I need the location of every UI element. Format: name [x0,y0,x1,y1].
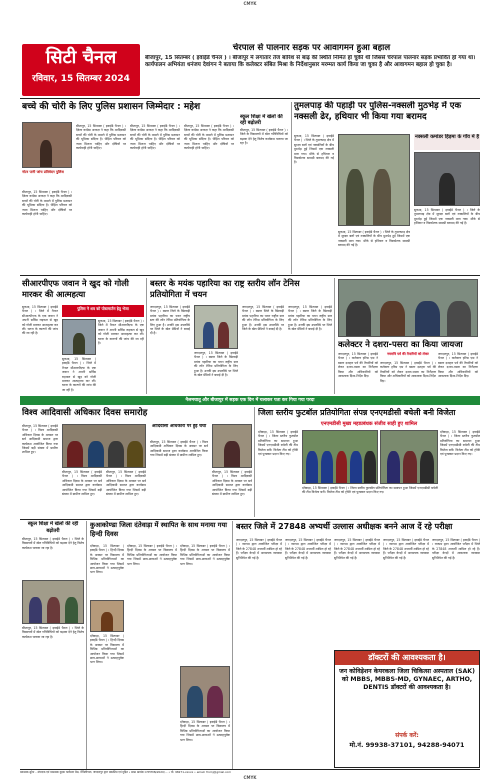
encounter-body-col2: सुकमा, 15 सितम्बर ( इवाईडे चैनल ) । जिले के तुमलपाड़ क्षेत्र में सुरक्षा बलों एवं नक्सलियों के बीच मुठभेड़ हुई जिसमें एक नक्सली मारा गया। मौके से हथियार व विस्फोटक सामग्री बरामद की गई है। [338,230,410,248]
ad-title: डॉक्टरों की आवश्यकता है। [335,651,479,665]
tribal-body-col3: बीजापुर, 15 सितम्बर ( इवाईडे चैनल ) । विश्व आदिवासी अधिकार दिवस के अवसर पर सर्व आदिवासी समाज द्वारा कार्यक्रम आयोजित किया गया जिसमें बड़ी संख्या में ग्रामीण शामिल हुए। [106,470,146,497]
encounter-body-col3: सुकमा, 15 सितम्बर ( इवाईडे चैनल ) । जिले के तुमलपाड़ क्षेत्र में सुरक्षा बलों एवं नक्सलियों के बीच मुठभेड़ हुई जिसमें एक नक्सली मारा गया। मौके से हथियार व विस्फोटक सामग्री बरामद की गई है। [414,208,480,226]
tennis-body-col2: जगदलपुर, 15 सितम्बर ( इवाईडे चैनल ) । बस्तर जिले के खिलाड़ी मयंक पहारिया का चयन राष्ट्रीय स्तर की लॉन टेनिस प्रतियोगिता के लिए हुआ है। उनकी इस उपलब्धि पर जिले के खेल प्रेमियों ने बधाई दी है। [194,351,238,378]
lead-body: बीजापुर, 15 सितम्बर ( इवाईडे चैनल ) । बीजापुर में लगातार तेज बारिश से बाढ़ की स्थिति निर्मित हो चुकी थी जिससे चेरपाल पालनार सड़क प्रभावित हो गया था। कार्यपालन अभियंता धनंजय देवांगन ने बताया कि कलेक्टर संबित मिश्रा के निर्देशानुसार मरम्मत कार्य किया जा चुका है और आवागमन बहाल हो चुका है। [145,55,476,68]
imprint-line: प्रकाशक सुरेश – संपादक एवं प्रकाशक मुद्रक फागेश्वर प्रेस, मैथिलीपारा, जगदलपुर द्वारा प्रकाशित एवं मुद्रित • RNI क्रमांक CHHHIN/2020/... • मो. 98271-xxxxx • email: fromj@gmail.com [20,770,231,774]
football-body-col1: दंतेवाड़ा, 15 सितम्बर ( इवाईडे चैनल ) । जिला स्तरीय फुटबॉल प्रतियोगिता का समापन हुआ जिसमें एनएमडीसी बचेली की टीम विजेता बनी। विजेता टीम को ट्रॉफी एवं पुरस्कार प्रदान किए गए। [258,430,298,457]
bottom-color-mark: CMYK [243,775,257,780]
football-body-col2: दंतेवाड़ा, 15 सितम्बर ( इवाईडे चैनल ) । जिला स्तरीय फुटबॉल प्रतियोगिता का समापन हुआ जिसमें एनएमडीसी बचेली की टीम विजेता बनी। विजेता टीम को ट्रॉफी एवं पुरस्कार प्रदान किए गए। [302,486,438,495]
hindi-diwas-headline: कुआकोण्डा जिला दंतेवाड़ा में स्थापित के साथ मनाया गया हिन्दी दिवस [90,521,227,538]
school-sports-photo [22,580,84,624]
tennis-photo [194,305,238,349]
mid-body: बीजापुर, 15 सितम्बर ( इवाईडे चैनल ) । जिले के विद्यालयों में खेल गतिविधियों को बढ़ावा देने हेतु विशेष कार्यक्रम चलाया जा रहा है। [240,128,288,146]
encounter-body-col1: सुकमा, 15 सितम्बर ( इवाईडे चैनल ) । जिले के तुमलपाड़ क्षेत्र में सुरक्षा बलों एवं नक्सलियों के बीच मुठभेड़ हुई जिसमें एक नक्सली मारा गया। मौके से हथियार व विस्फोटक सामग्री बरामद की गई है। [294,134,334,165]
exam-body-col4: जगदलपुर, 15 सितम्बर ( इवाईडे चैनल ) । व्यापम द्वारा आयोजित परीक्षा में जिले के 27848 अभ्यर्थी शामिल हो रहे हैं। परीक्षा केन्द्रों में आवश्यक व्यवस्था सुनिश्चित की गई है। [383,538,429,560]
doctors-ad [334,650,480,768]
hindi-photo-2 [180,666,230,718]
collector-body-col1: जगदलपुर, 15 सितम्बर ( इवाईडे चैनल ) । कलेक्टर हरिस एस ने बस्तर दशहरा पर्व की तैयारियों को लेकर दशरा-पसरा का निरीक्षण किया और अधिकारियों को आवश्यक दिशा-निर्देश दिए। [338,352,378,379]
ad-contact-label: संपर्क करें: [395,732,419,739]
collector-headline: कलेक्टर ने दशरा-पसरा का किया जायजा [338,339,463,349]
tribal-body-col1: बीजापुर, 15 सितम्बर ( इवाईडे चैनल ) । विश्व आदिवासी अधिकार दिवस के अवसर पर सर्व आदिवासी समाज द्वारा कार्यक्रम आयोजित किया गया जिसमें बड़ी संख्या में ग्रामीण शामिल हुए। [22,424,58,455]
football-body-col3: दंतेवाड़ा, 15 सितम्बर ( इवाईडे चैनल ) । जिला स्तरीय फुटबॉल प्रतियोगिता का समापन हुआ जिसमें एनएमडीसी बचेली की टीम विजेता बनी। विजेता टीम को ट्रॉफी एवं पुरस्कार प्रदान किए गए। [440,430,480,457]
tribal-headline: विश्व आदिवासी अधिकार दिवस समारोह [22,408,148,418]
encounter-photo [338,134,410,226]
police-body-col1: बीजापुर, 15 सितम्बर ( इवाईडे चैनल ) । ज़िला कांग्रेस अध्यक्ष ने कहा कि आदिवासी बच्चों की चोरी के मामले में पुलिस प्रशासन की भूमिका संदिग्ध है। पीड़ित परिवार को न्याय मिलना चाहिए और दोषियों पर कार्यवाही होनी चाहिए। [22,190,72,217]
hindi-body-col5: दंतेवाड़ा, 15 सितम्बर ( इवाईडे चैनल ) । हिन्दी दिवस के अवसर पर विद्यालय में विभिन्न प्रतियोगिताओं का आयोजन किया गया जिसमें छात्र-छात्राओं ने उत्साहपूर्वक भाग लिया। [180,720,230,742]
tennis-body-col1: जगदलपुर, 15 सितम्बर ( इवाईडे चैनल ) । बस्तर जिले के खिलाड़ी मयंक पहारिया का चयन राष्ट्रीय स्तर की लॉन टेनिस प्रतियोगिता के लिए हुआ है। उनकी इस उपलब्धि पर जिले के खेल प्रेमियों ने बधाई दी है। [150,305,190,336]
green-banner: नैलमचातू और बीजापुर में सड़क एक दिन में चलाकर पता कर गिया गया परदा [20,396,480,405]
tribal-side-heading: आदिवासी अधिकारों पर हुई चर्चा [151,424,207,429]
hindi-body-col3: दंतेवाड़ा, 15 सितम्बर ( इवाईडे चैनल ) । हिन्दी दिवस के अवसर पर विद्यालय में विभिन्न प्रतियोगिताओं का आयोजन किया गया जिसमें छात्र-छात्राओं ने उत्साहपूर्वक भाग लिया। [127,544,177,566]
police-body-col2: बीजापुर, 15 सितम्बर ( इवाईडे चैनल ) । ज़िला कांग्रेस अध्यक्ष ने कहा कि आदिवासी बच्चों की चोरी के मामले में पुलिस प्रशासन की भूमिका संदिग्ध है। पीड़ित परिवार को न्याय मिलना चाहिए और दोषियों पर कार्यवाही होनी चाहिए। [76,124,126,151]
school-sports-body: बीजापुर, 15 सितम्बर ( इवाईडे चैनल ) । जिले के विद्यालयों में खेल गतिविधियों को बढ़ावा देने हेतु विशेष कार्यक्रम चलाया जा रहा है। [22,537,84,550]
exam-body-col2: जगदलपुर, 15 सितम्बर ( इवाईडे चैनल ) । व्यापम द्वारा आयोजित परीक्षा में जिले के 27848 अभ्यर्थी शामिल हो रहे हैं। परीक्षा केन्द्रों में आवश्यक व्यवस्था सुनिश्चित की गई है। [285,538,331,560]
lead-subheadline: चेरपाल से पालनार सड़क पर आवागमन हुआ बहाल [232,43,391,53]
crpf-suicide-body-col3: सुकमा, 15 सितम्बर ( इवाईडे चैनल ) । जिले में तैनात सीआरपीएफ के एक जवान ने अपनी सर्विस राइफल से खुद को गोली मारकर आत्महत्या कर ली। घटना के कारणों की जांच की जा रही है। [62,357,96,392]
exam-body-col1: जगदलपुर, 15 सितम्बर ( इवाईडे चैनल ) । व्यापम द्वारा आयोजित परीक्षा में जिले के 27848 अभ्यर्थी शामिल हो रहे हैं। परीक्षा केन्द्रों में आवश्यक व्यवस्था सुनिश्चित की गई है। [236,538,282,560]
masthead-date: रविवार, 15 सितम्बर 2024 [32,74,130,84]
exam-body-col5: जगदलपुर, 15 सितम्बर ( इवाईडे चैनल ) । व्यापम द्वारा आयोजित परीक्षा में जिले के 27848 अभ्यर्थी शामिल हो रहे हैं। परीक्षा केन्द्रों में आवश्यक व्यवस्था सुनिश्चित की गई है। [432,538,480,560]
hindi-body-col1: दंतेवाड़ा, 15 सितम्बर ( इवाईडे चैनल ) । हिन्दी दिवस के अवसर पर विद्यालय में विभिन्न प्रतियोगिताओं का आयोजन किया गया जिसमें छात्र-छात्राओं ने उत्साहपूर्वक भाग लिया। [90,544,124,575]
police-body-col4: बीजापुर, 15 सितम्बर ( इवाईडे चैनल ) । ज़िला कांग्रेस अध्यक्ष ने कहा कि आदिवासी बच्चों की चोरी के मामले में पुलिस प्रशासन की भूमिका संदिग्ध है। पीड़ित परिवार को न्याय मिलना चाहिए और दोषियों पर कार्यवाही होनी चाहिए। [184,124,234,151]
school-sports-body-2: बीजापुर, 15 सितम्बर ( इवाईडे चैनल ) । जिले के विद्यालयों में खेल गतिविधियों को बढ़ावा देने हेतु विशेष कार्यक्रम चलाया जा रहा है। [22,626,84,639]
police-photo [22,122,72,168]
hindi-body-col2: दंतेवाड़ा, 15 सितम्बर ( इवाईडे चैनल ) । हिन्दी दिवस के अवसर पर विद्यालय में विभिन्न प्रतियोगिताओं का आयोजन किया गया जिसमें छात्र-छात्राओं ने उत्साहपूर्वक भाग लिया। [90,634,124,665]
masthead [22,44,140,96]
football-photo-1 [302,430,378,484]
encounter-headline: तुमलपाड़ की पहाड़ी पर पुलिस-नक्सली मुठभेड़ में एक नक्सली ढेर, हथियार भी किया गया बरामद [294,101,462,122]
exam-headline: बस्तर जिले में 27848 अभ्यर्थी उल्लास अधीक्षक बनने आज दें रहे परीक्षा [236,522,453,531]
hidma-photo [414,152,480,206]
collector-kicker: नवरात्रि पर्व की तैयारियों को लेकर [387,352,429,356]
tennis-headline: बस्तर के मयंक पहारिया का राष्ट्र स्तरीय लॉन टेनिस प्रतियोगिता में चयन [150,278,300,299]
tribal-body-col2: बीजापुर, 15 सितम्बर ( इवाईडे चैनल ) । विश्व आदिवासी अधिकार दिवस के अवसर पर सर्व आदिवासी समाज द्वारा कार्यक्रम आयोजित किया गया जिसमें बड़ी संख्या में ग्रामीण शामिल हुए। [62,470,102,497]
football-subheadline: एनएमडीसी मुख्य महाप्रबंधक संजीव साही हुए शामिल [320,421,418,427]
encounter-kicker: नक्सली कमांडर हिड़मा के गाँव में है [414,134,480,150]
school-sports-headline: स्कूल शिक्षा में खेलों की रही बढ़ोतरी [27,521,79,534]
crpf-suicide-body-col2: सुकमा, 15 सितम्बर ( इवाईडे चैनल ) । जिले में तैनात सीआरपीएफ के एक जवान ने अपनी सर्विस राइफल से खुद को गोली मारकर आत्महत्या कर ली। घटना के कारणों की जांच की जा रही है। [98,319,144,346]
tribal-photo-2 [212,424,252,468]
hindi-photo-1 [90,600,124,632]
masthead-title: सिटी चैनल [45,47,117,68]
collector-body-col2: जगदलपुर, 15 सितम्बर ( इवाईडे चैनल ) । कलेक्टर हरिस एस ने बस्तर दशहरा पर्व की तैयारियों को लेकर दशरा-पसरा का निरीक्षण किया और अधिकारियों को आवश्यक दिशा-निर्देश दिए। [380,361,436,383]
ad-body: जन कोविड़ेशन केयरकला जिला चिकित्सा अस्पताल (SAK) को MBBS, MBBS-MD, GYNAEC, ARTHO, DENTIS डॉक्टरों की आवश्यकता है। [339,668,475,691]
crpf-suicide-kicker: पुलिस ने शव को पोस्टमार्टम हेतु भेजा [62,305,144,317]
police-headline: बच्चे की चोरी के लिए पुलिस प्रशासन जिम्मेदार : महेश [22,102,201,112]
ad-contact: मो.नं. 99938-37101, 94288-94071 [349,741,465,749]
exam-body-col3: जगदलपुर, 15 सितम्बर ( इवाईडे चैनल ) । व्यापम द्वारा आयोजित परीक्षा में जिले के 27848 अभ्यर्थी शामिल हो रहे हैं। परीक्षा केन्द्रों में आवश्यक व्यवस्था सुनिश्चित की गई है। [334,538,380,560]
crpf-jawan-photo [62,319,96,355]
crpf-suicide-headline: सीआरपीएफ जवान ने खुद को गोली मारकर की आत्महत्या [22,278,129,299]
football-photo-2 [380,430,438,484]
police-kicker: नोटर पानी जांच प्रतिवेदन पुलिस [22,170,64,174]
tennis-body-col4: जगदलपुर, 15 सितम्बर ( इवाईडे चैनल ) । बस्तर जिले के खिलाड़ी मयंक पहारिया का चयन राष्ट्रीय स्तर की लॉन टेनिस प्रतियोगिता के लिए हुआ है। उनकी इस उपलब्धि पर जिले के खेल प्रेमियों ने बधाई दी है। [288,305,332,332]
tribal-body-col5: बीजापुर, 15 सितम्बर ( इवाईडे चैनल ) । विश्व आदिवासी अधिकार दिवस के अवसर पर सर्व आदिवासी समाज द्वारा कार्यक्रम आयोजित किया गया जिसमें बड़ी संख्या में ग्रामीण शामिल हुए। [212,470,252,497]
hindi-body-col4: दंतेवाड़ा, 15 सितम्बर ( इवाईडे चैनल ) । हिन्दी दिवस के अवसर पर विद्यालय में विभिन्न प्रतियोगिताओं का आयोजन किया गया जिसमें छात्र-छात्राओं ने उत्साहपूर्वक भाग लिया। [180,544,230,566]
collector-body-col3: जगदलपुर, 15 सितम्बर ( इवाईडे चैनल ) । कलेक्टर हरिस एस ने बस्तर दशहरा पर्व की तैयारियों को लेकर दशरा-पसरा का निरीक्षण किया और अधिकारियों को आवश्यक दिशा-निर्देश दिए। [438,352,478,379]
tribal-photo-1 [62,424,146,468]
mid-headline: स्कूल शिक्षा में खेलों की रही बढ़ोतरी [240,114,283,126]
tennis-body-col3: जगदलपुर, 15 सितम्बर ( इवाईडे चैनल ) । बस्तर जिले के खिलाड़ी मयंक पहारिया का चयन राष्ट्रीय स्तर की लॉन टेनिस प्रतियोगिता के लिए हुआ है। उनकी इस उपलब्धि पर जिले के खेल प्रेमियों ने बधाई दी है। [242,305,284,332]
football-headline: जिला स्तरीय फुटबॉल प्रतियोगिता संपन्न एनएमडीसी बचेली बनी विजेता [258,408,456,417]
top-color-mark: CMYK [243,1,257,6]
police-body-col3: बीजापुर, 15 सितम्बर ( इवाईडे चैनल ) । ज़िला कांग्रेस अध्यक्ष ने कहा कि आदिवासी बच्चों की चोरी के मामले में पुलिस प्रशासन की भूमिका संदिग्ध है। पीड़ित परिवार को न्याय मिलना चाहिए और दोषियों पर कार्यवाही होनी चाहिए। [130,124,180,151]
collector-photo [338,279,478,337]
crpf-suicide-body-col1: सुकमा, 15 सितम्बर ( इवाईडे चैनल ) । जिले में तैनात सीआरपीएफ के एक जवान ने अपनी सर्विस राइफल से खुद को गोली मारकर आत्महत्या कर ली। घटना के कारणों की जांच की जा रही है। [22,305,58,336]
tribal-body-col4: बीजापुर, 15 सितम्बर ( इवाईडे चैनल ) । विश्व आदिवासी अधिकार दिवस के अवसर पर सर्व आदिवासी समाज द्वारा कार्यक्रम आयोजित किया गया जिसमें बड़ी संख्या में ग्रामीण शामिल हुए। [150,440,208,458]
